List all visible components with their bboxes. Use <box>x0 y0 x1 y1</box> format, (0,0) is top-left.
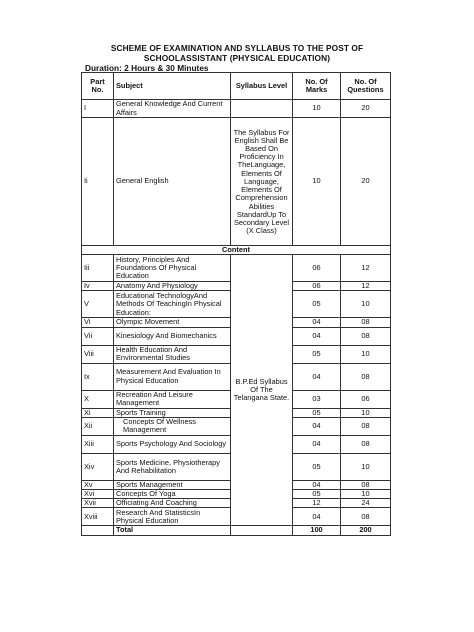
questions-cell: 12 <box>341 282 391 291</box>
questions-cell: 08 <box>341 480 391 489</box>
questions-cell: 10 <box>341 490 391 499</box>
document-title-line-2: SCHOOLASSISTANT (PHYSICAL EDUCATION) <box>143 53 331 63</box>
table-header-row <box>82 73 391 100</box>
marks-cell: 06 <box>293 255 341 282</box>
header-no-of-marks: No. Of Marks <box>293 73 341 100</box>
questions-cell: 08 <box>341 318 391 327</box>
subject-cell: Measurement And Evaluation In Physical Education <box>114 363 231 390</box>
part-no-cell: Xvi <box>82 490 114 499</box>
part-no-cell: Xii <box>82 417 114 435</box>
questions-cell: 08 <box>341 417 391 435</box>
subject-cell: General Knowledge And Current Affairs <box>114 100 231 118</box>
header-part-no: Part No. <box>82 73 114 100</box>
header-no-of-questions: No. Of Questions <box>341 73 391 100</box>
subject-cell: Sports Training <box>114 408 231 417</box>
header-subject: Subject <box>114 73 231 100</box>
part-no-cell: V <box>82 291 114 318</box>
part-no-cell: Iii <box>82 255 114 282</box>
content-section-row <box>82 246 391 255</box>
marks-cell: 06 <box>293 282 341 291</box>
table-row <box>82 255 391 282</box>
marks-cell: 05 <box>293 408 341 417</box>
questions-cell: 08 <box>341 508 391 526</box>
part-no-cell: Ii <box>82 118 114 246</box>
exam-scheme-table <box>81 72 391 536</box>
questions-cell: 08 <box>341 327 391 345</box>
marks-cell: 04 <box>293 435 341 453</box>
subject-cell: Health Education And Environmental Studies <box>114 345 231 363</box>
part-no-cell: Xvii <box>82 499 114 508</box>
part-no-cell: Xviii <box>82 508 114 526</box>
subject-cell: Kinesiology And Biomechanics <box>114 327 231 345</box>
questions-cell: 10 <box>341 345 391 363</box>
syllabus-cell: The Syllabus For English Shall Be Based On Proficiency In TheLanguage, Elements Of Language, Elements Of Comprehension Abilities StandardUp To Secondary Level (X Class) <box>231 118 293 246</box>
questions-cell: 10 <box>341 291 391 318</box>
marks-cell: 05 <box>293 291 341 318</box>
subject-cell: Concepts Of Wellness Management <box>114 417 231 435</box>
marks-cell: 04 <box>293 480 341 489</box>
questions-cell: 20 <box>341 100 391 118</box>
subject-cell: History, Principles And Foundations Of Physical Education <box>114 255 231 282</box>
marks-cell: 10 <box>293 118 341 246</box>
header-syllabus-level: Syllabus Level <box>231 73 293 100</box>
marks-cell: 04 <box>293 417 341 435</box>
subject-cell: Concepts Of Yoga <box>114 490 231 499</box>
part-no-cell: Viii <box>82 345 114 363</box>
content-section-label: Content <box>82 246 391 255</box>
total-row <box>82 526 391 535</box>
part-no-cell: Xiv <box>82 453 114 480</box>
part-no-cell: Ix <box>82 363 114 390</box>
total-part-cell <box>82 526 114 535</box>
marks-cell: 10 <box>293 100 341 118</box>
content-syllabus-cell: B.P.Ed Syllabus Of The Telangana State. <box>231 255 293 526</box>
questions-cell: 10 <box>341 408 391 417</box>
syllabus-cell <box>231 100 293 118</box>
marks-cell: 05 <box>293 345 341 363</box>
part-no-cell: Xiii <box>82 435 114 453</box>
total-questions: 200 <box>341 526 391 535</box>
questions-cell: 10 <box>341 453 391 480</box>
subject-cell: General English <box>114 118 231 246</box>
questions-cell: 20 <box>341 118 391 246</box>
questions-cell: 08 <box>341 363 391 390</box>
marks-cell: 04 <box>293 363 341 390</box>
table-row <box>82 118 391 246</box>
marks-cell: 04 <box>293 508 341 526</box>
questions-cell: 24 <box>341 499 391 508</box>
part-no-cell: Xi <box>82 408 114 417</box>
subject-cell: Sports Medicine, Physiotherapy And Rehabilitation <box>114 453 231 480</box>
marks-cell: 05 <box>293 490 341 499</box>
part-no-cell: I <box>82 100 114 118</box>
total-label: Total <box>114 526 231 535</box>
subject-cell: Anatomy And Physiology <box>114 282 231 291</box>
subject-cell: Research And StatisticsIn Physical Education <box>114 508 231 526</box>
questions-cell: 08 <box>341 435 391 453</box>
duration-label: Duration: 2 Hours & 30 Minutes <box>85 63 209 73</box>
questions-cell: 06 <box>341 390 391 408</box>
marks-cell: 05 <box>293 453 341 480</box>
marks-cell: 03 <box>293 390 341 408</box>
document-title-line-1: SCHEME OF EXAMINATION AND SYLLABUS TO THE POST OF <box>110 43 364 53</box>
part-no-cell: Vi <box>82 318 114 327</box>
subject-cell: Olympic Movement <box>114 318 231 327</box>
subject-cell: Educational TechnologyAnd Methods Of TeachingIn Physical Education: <box>114 291 231 318</box>
total-syllabus-cell <box>231 526 293 535</box>
part-no-cell: Xv <box>82 480 114 489</box>
subject-cell: Sports Management <box>114 480 231 489</box>
part-no-cell: Vii <box>82 327 114 345</box>
total-marks: 100 <box>293 526 341 535</box>
subject-cell: Officiating And Coaching <box>114 499 231 508</box>
questions-cell: 12 <box>341 255 391 282</box>
part-no-cell: X <box>82 390 114 408</box>
marks-cell: 12 <box>293 499 341 508</box>
marks-cell: 04 <box>293 318 341 327</box>
subject-cell: Recreation And Leisure Management <box>114 390 231 408</box>
table-row <box>82 100 391 118</box>
part-no-cell: Iv <box>82 282 114 291</box>
marks-cell: 04 <box>293 327 341 345</box>
subject-cell: Sports Psychology And Sociology <box>114 435 231 453</box>
